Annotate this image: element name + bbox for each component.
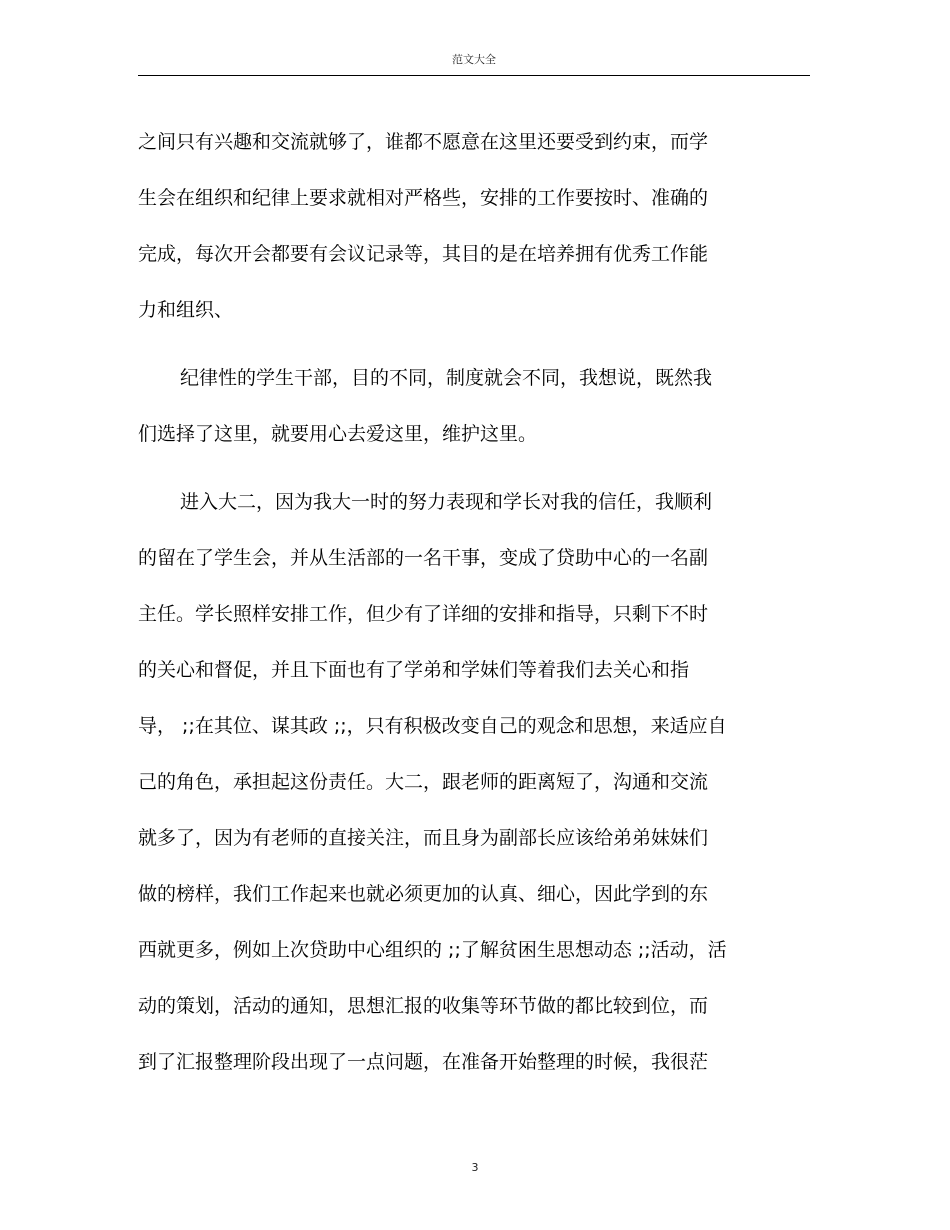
page-header: 范文大全 [452,53,496,66]
text-line: 之间只有兴趣和交流就够了，谁都不愿意在这里还要受到约束，而学 [138,131,709,153]
text-line: 做的榜样，我们工作起来也就必须更加的认真、细心，因此学到的东 [138,883,709,905]
paragraph-1 [138,114,818,338]
header-rule [138,75,810,76]
page-number: 3 [471,1161,479,1174]
paragraph-3 [138,474,818,1090]
text-line: 西就更多，例如上次贷助中心组织的 ;;了解贫困生思想动态 ;;活动，活 [138,939,727,961]
text-line: 们选择了这里，就要用心去爱这里，维护这里。 [138,423,538,445]
body-text [138,114,818,1090]
text-line: 力和组织、 [138,299,234,321]
text-line: 就多了，因为有老师的直接关注，而且身为副部长应该给弟弟妹妹们 [138,827,709,849]
text-line: 己的角色，承担起这份责任。大二，跟老师的距离短了，沟通和交流 [138,771,709,793]
text-line: 导， ;;在其位、谋其政 ;;，只有积极改变自己的观念和思想，来适应自 [138,715,727,737]
text-line: 主任。学长照样安排工作，但少有了详细的安排和指导，只剩下不时 [138,603,709,625]
text-line: 生会在组织和纪律上要求就相对严格些，安排的工作要按时、准确的 [138,187,709,209]
text-line: 进入大二，因为我大一时的努力表现和学长对我的信任，我顺利 [180,491,713,513]
text-line: 的留在了学生会，并从生活部的一名干事，变成了贷助中心的一名副 [138,547,709,569]
text-line: 到了汇报整理阶段出现了一点问题，在准备开始整理的时候，我很茫 [138,1051,709,1073]
text-line: 动的策划，活动的通知，思想汇报的收集等环节做的都比较到位，而 [138,995,709,1017]
text-line: 完成，每次开会都要有会议记录等，其目的是在培养拥有优秀工作能 [138,243,709,265]
paragraph-2 [138,350,818,462]
text-line: 纪律性的学生干部，目的不同，制度就会不同，我想说，既然我 [180,367,713,389]
text-line: 的关心和督促，并且下面也有了学弟和学妹们等着我们去关心和指 [138,659,690,681]
